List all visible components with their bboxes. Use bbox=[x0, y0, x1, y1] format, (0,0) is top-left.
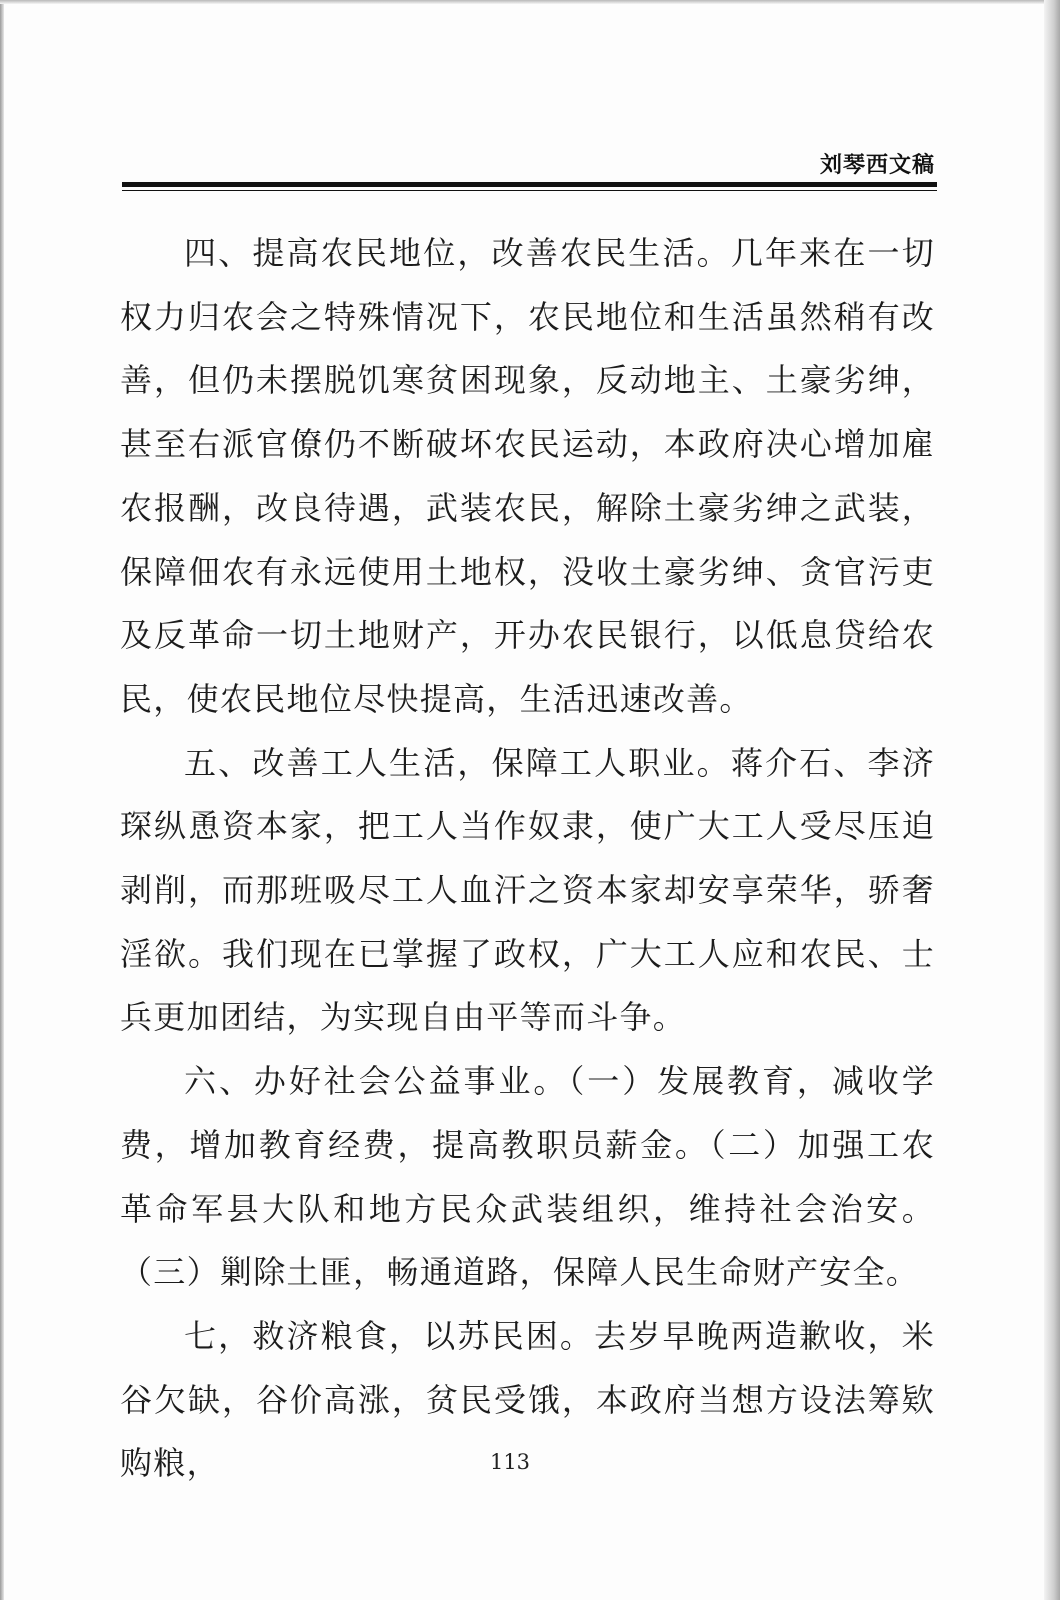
paragraph-7-grain-relief: 七，救济粮食，以苏民困。去岁早晚两造歉收，米谷欠缺，谷价高涨，贫民受饿，本政府当想方设法筹欵购粮， bbox=[120, 1316, 935, 1483]
scan-edge-top bbox=[0, 0, 1060, 4]
header-rule-thick bbox=[122, 182, 937, 187]
paragraph-5-workers: 五、改善工人生活，保障工人职业。蒋介石、李济琛纵恿资本家，把工人当作奴隶，使广大工人受尽压迫剥削，而那班吸尽工人血汗之资本家却安享荣华，骄奢淫欲。我们现在已掌握了政权，广大工人应和农民、士兵更加团结，为实现自由平等而斗争。 bbox=[120, 743, 935, 1037]
page-number: 113 bbox=[489, 1450, 531, 1474]
paragraph-6-public-welfare: 六、办好社会公益事业。（一）发展教育，减收学费，增加教育经费，提高教职员薪金。（二）加强工农革命军县大队和地方民众武装组织，维持社会治安。（三）剿除土匪，畅通道路，保障人民生命财产安全。 bbox=[120, 1062, 935, 1292]
paragraph-4-farmers: 四、提高农民地位，改善农民生活。几年来在一切权力归农会之特殊情况下，农民地位和生活虽然稍有改善，但仍未摆脱饥寒贫困现象，反动地主、土豪劣绅，甚至右派官僚仍不断破坏农民运动，本政府决心增加雇农报酬，改良待遇，武装农民，解除土豪劣绅之武装，保障佃农有永远使用土地权，没收土豪劣绅、贪官污吏及反革命一切土地财产，开办农民银行，以低息贷给农民，使农民地位尽快提高，生活迅速改善。 bbox=[120, 234, 935, 718]
header-rule-thin bbox=[122, 190, 937, 191]
scan-edge-right bbox=[1044, 0, 1060, 1600]
body-text bbox=[120, 222, 935, 1496]
running-header-title: 刘琴西文稿 bbox=[819, 153, 935, 178]
scan-edge-left bbox=[0, 0, 4, 1600]
